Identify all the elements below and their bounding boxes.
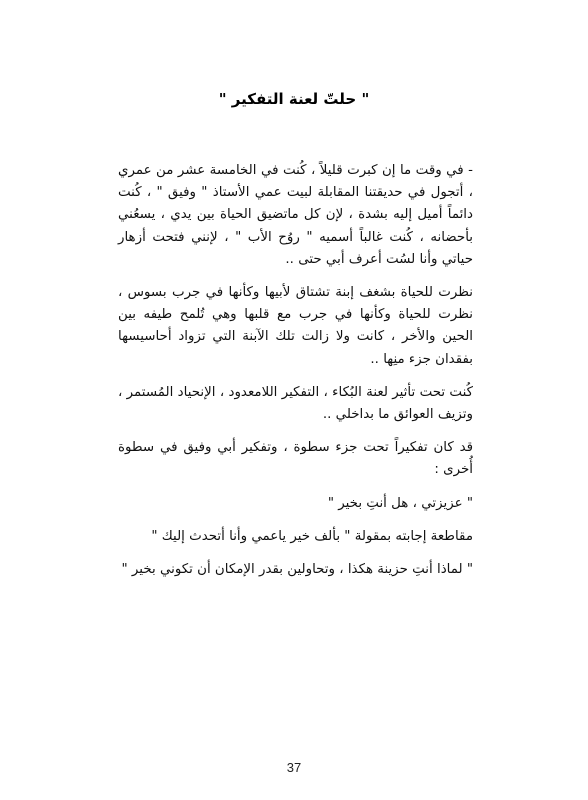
paragraph-4: قد كان تفكيراً تحت جزء سطوة ، وتفكير أبي وفيق في سطوة أُخرى : — [118, 440, 473, 478]
paragraph-2: نظرت للحياة بشغف إبنة تشتاق لأبيها وكأنها في جرب بسوس ، نظرت للحياة وكأنها في جرب مع قلبها وهي تُلمح طيفه بين الحين والأخر ، كانت ولا زالت تلك الآبنة التي تزواد أحاسيسها بفقدان جزء منِها .. — [118, 285, 473, 367]
paragraph-3: كُنت تحت تأثير لعنة البُكاء ، التفكير اللامعدود ، الإنحياد المُستمر ، وتزيف العوائق ما بداخلي .. — [118, 384, 473, 423]
paragraph-5: " عزيزتي ، هل أنتِ بخير " — [327, 495, 473, 511]
paragraph-1: - في وقت ما إن كبرت قليلاً ، كُنت في الخامسة عشر من عمري ، أتجول في حديقتنا المقابلة لبيت عمي الأستاذ " وفيق " ، كُنت دائماً أميل إليه بشدة ، لإن كل ماتضيق الحياة بين يدي ، يسعُني بأحضانه ، كُنت غالباً أسميه " روُح الأب " ، لإنني فتحت أزهار حياتي وأنا لسُت أعرف أبي حتى .. — [118, 163, 473, 267]
page-number: 37 — [286, 760, 302, 775]
chapter-title: " حلتّ لعنة التفكير " — [218, 90, 370, 108]
chapter-body — [118, 160, 473, 581]
paragraph-6: مقاطعة إجابته بمقولة " بألف خير ياعمي وأنا أتحدث إليك " — [151, 528, 473, 544]
paragraph-7: " لماذا أنتِ حزينة هكذا ، وتحاولين بقدر الإمكان أن تكوني بخير " — [121, 562, 473, 578]
